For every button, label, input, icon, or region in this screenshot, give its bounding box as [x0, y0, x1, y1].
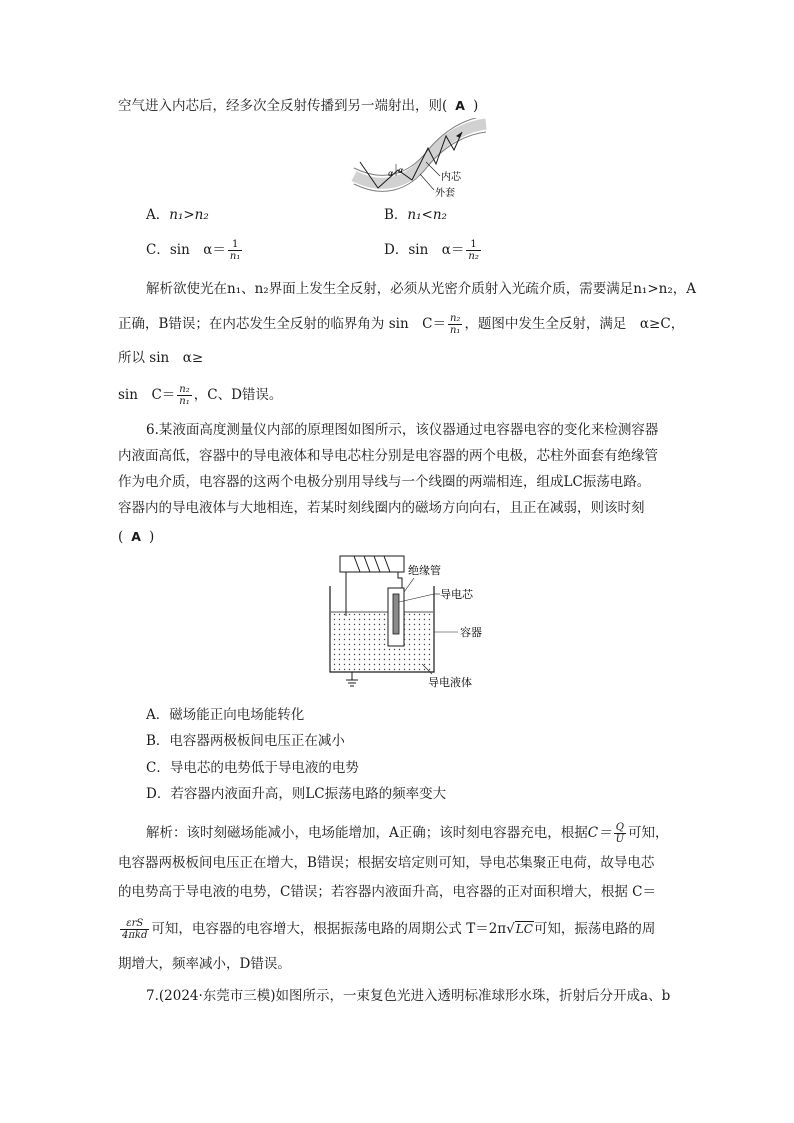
conductive-core-label: 导电芯	[440, 588, 473, 601]
q5-option-d: D．sin α＝ $\frac{1}{\text{n₂}}$	[384, 239, 479, 262]
q5-option-a: A．n₁>n₂	[146, 207, 209, 223]
q6-option-d: D．若容器内液面升高，则LC振荡电路的频率变大	[146, 786, 447, 802]
fiber-cladding-label: 外套	[435, 188, 455, 199]
insulating-tube-label: 绝缘管	[408, 564, 441, 577]
q6-stem-line-2: 内液面高低，容器中的导电液体和导电芯柱分别是电容器的两个电极，芯柱外面套有绝缘管	[118, 448, 658, 464]
q6-stem-line-4: 容器内的导电液体与大地相连，若某时刻线圈内的磁场方向向右，且正在减弱，则该时刻	[118, 500, 645, 516]
q5-analysis-line-1: 解析欲使光在n₁、n₂界面上发生全反射，必须从光密介质射入光疏介质，需要满足n₁>n₂，A	[146, 281, 696, 297]
q7-stem-line-1: 7.(2024·东莞市三模)如图所示，一束复色光进入透明标准球形水珠，折射后分开成a、b	[146, 988, 671, 1004]
q5-analysis-line-4: sin C＝ $\frac{\text{n₂}}{\text{n₁}}$ ，C、D错误。	[118, 384, 283, 407]
angle-alpha-label-2: α	[398, 166, 404, 175]
container-label: 容器	[460, 626, 482, 639]
q5-option-b: B．n₁<n₂	[384, 207, 447, 223]
q5-stem-line	[118, 96, 478, 116]
q6-stem-line-3: 作为电介质，电容器的这两个电极分别用导线与一个线圈的两端相连，组成LC振荡电路。	[118, 474, 651, 490]
q6-option-a: A．磁场能正向电场能转化	[146, 707, 305, 723]
q5-option-c: C．sin α＝ $\frac{1}{\text{n₁}}$	[146, 239, 241, 262]
fiber-core-label: 内芯	[441, 172, 461, 183]
q5-answer: A	[455, 98, 465, 113]
liquid-level-capacitor-figure	[322, 552, 498, 692]
q6-answer: A	[131, 529, 141, 544]
q6-analysis-line-2: 电容器两极板间电压正在增大，B错误；根据安培定则可知，导电芯集聚正电荷，故导电芯	[118, 855, 655, 871]
q6-analysis-line-5: 期增大，频率减小，D错误。	[118, 956, 291, 972]
q6-option-c: C．导电芯的电势低于导电液的电势	[146, 760, 359, 776]
q5-stem-text: 空气进入内芯后，经多次全反射传播到另一端射出，则(	[118, 98, 448, 114]
q5-analysis-line-3: 所以 sin α≥	[118, 350, 204, 366]
angle-alpha-label-1: α	[388, 169, 394, 178]
q5-analysis-line-2: 正确，B错误；在内芯发生全反射的临界角为 sin C＝ $\frac{\text{n₂}}{\text{n₁}}$ ，题图中发生全反射，满足 α≥C，	[118, 313, 685, 336]
q6-answer-line: ( A )	[118, 529, 155, 545]
q6-analysis-line-1: 解析：该时刻磁场能减小，电场能增加，A正确；该时刻电容器充电，根据C＝ $\frac{Q}{U}$ 可知，	[146, 822, 669, 845]
q6-analysis-line-3: 的电势高于导电液的电势，C错误；若容器内液面升高，电容器的正对面积增大，根据 C＝	[118, 884, 656, 900]
q6-stem-line-1: 6.某液面高度测量仪内部的原理图如图所示，该仪器通过电容器电容的变化来检测容器	[146, 422, 659, 438]
q6-analysis-line-4: $\frac{\text{εrS}}{\text{4πkd}}$ 可知，电容器的电容增大，根据振荡电路的周期公式 T＝2π√LC可知，振荡电路的周	[122, 918, 656, 941]
q6-option-b: B．电容器两极板间电压正在减小	[146, 733, 345, 749]
conductive-liquid-label: 导电液体	[428, 676, 472, 689]
optical-fiber-figure	[350, 118, 490, 200]
q5-stem-close: )	[472, 98, 479, 114]
